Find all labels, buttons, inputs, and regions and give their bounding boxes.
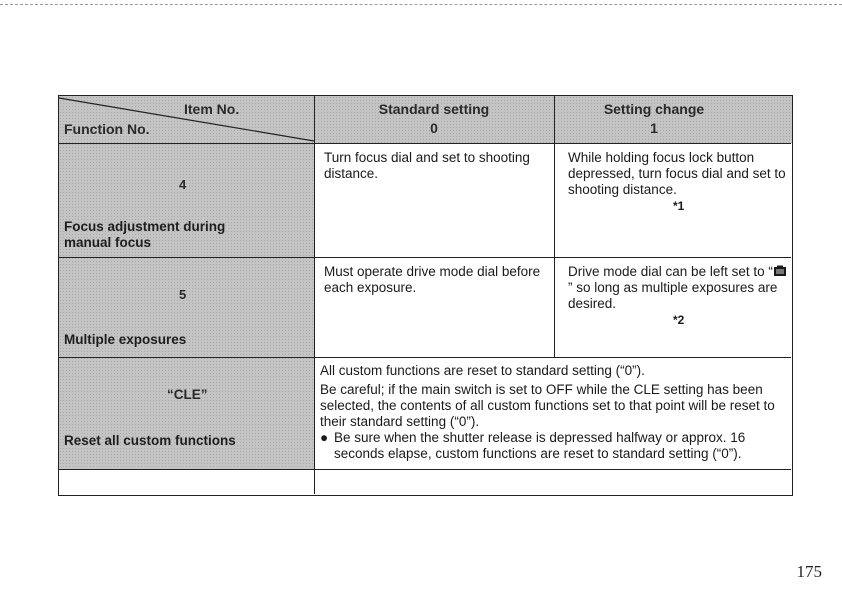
function-cell-5 bbox=[59, 257, 314, 357]
footnote-marker: *2 bbox=[673, 313, 685, 327]
function-number: 4 bbox=[179, 177, 187, 192]
header-corner-cell bbox=[59, 96, 314, 143]
bullet-icon: ● bbox=[320, 430, 329, 445]
header-standard-cell bbox=[314, 96, 554, 143]
footnote-marker: *1 bbox=[673, 199, 685, 213]
grid-line bbox=[59, 143, 791, 144]
setting-change-label: Setting change bbox=[603, 101, 705, 117]
grid-line bbox=[59, 357, 791, 358]
function-name: Multiple exposures bbox=[64, 332, 187, 347]
standard-setting-label: Standard setting bbox=[378, 101, 490, 117]
change-text bbox=[568, 264, 790, 312]
grid-line bbox=[314, 96, 315, 494]
settings-table bbox=[58, 95, 793, 496]
single-frame-icon bbox=[773, 265, 787, 277]
function-number: 5 bbox=[179, 287, 187, 302]
change-text-start: Drive mode dial can be left set to “ bbox=[568, 264, 773, 279]
page-number: 175 bbox=[796, 562, 822, 581]
change-cell-4 bbox=[554, 143, 792, 257]
header-change-cell bbox=[554, 96, 792, 143]
change-cell-5 bbox=[554, 257, 792, 357]
standard-cell-4 bbox=[314, 143, 554, 257]
standard-setting-value: 0 bbox=[430, 120, 438, 136]
function-cell-4 bbox=[59, 143, 314, 257]
function-name: Reset all custom functions bbox=[64, 433, 236, 448]
standard-cell-5 bbox=[314, 257, 554, 357]
change-text: While holding focus lock button depressed, turn focus dial and set to shooting distance. bbox=[568, 150, 786, 197]
grid-line bbox=[59, 257, 791, 258]
standard-text: Turn focus dial and set to shooting distance. bbox=[324, 150, 530, 181]
cle-bullet-item bbox=[320, 430, 784, 462]
standard-text: Must operate drive mode dial before each exposure. bbox=[324, 264, 541, 295]
change-text-end: ” so long as multiple exposures are desired. bbox=[568, 280, 778, 311]
function-name: Focus adjustment during manual focus bbox=[64, 219, 226, 250]
item-no-label: Item No. bbox=[184, 101, 240, 117]
cle-bullet-text: Be sure when the shutter release is depressed halfway or approx. 16 seconds elapse, custom functions are reset to standard setting (“0”). bbox=[334, 430, 746, 461]
cle-text-2: Be careful; if the main switch is set to OFF while the CLE setting has been selected, the contents of all custom functions set to that point will be reset to their standard setting (“0”). bbox=[320, 382, 775, 429]
cle-description-cell bbox=[314, 357, 792, 469]
function-no-label: Function No. bbox=[64, 121, 150, 137]
grid-line bbox=[554, 96, 555, 357]
function-number: “CLE” bbox=[167, 387, 208, 402]
cle-text-1: All custom functions are reset to standard setting (“0”). bbox=[320, 363, 645, 378]
grid-line bbox=[59, 469, 791, 470]
function-cell-cle bbox=[59, 357, 314, 469]
setting-change-value: 1 bbox=[650, 120, 658, 136]
top-rule bbox=[0, 4, 842, 5]
